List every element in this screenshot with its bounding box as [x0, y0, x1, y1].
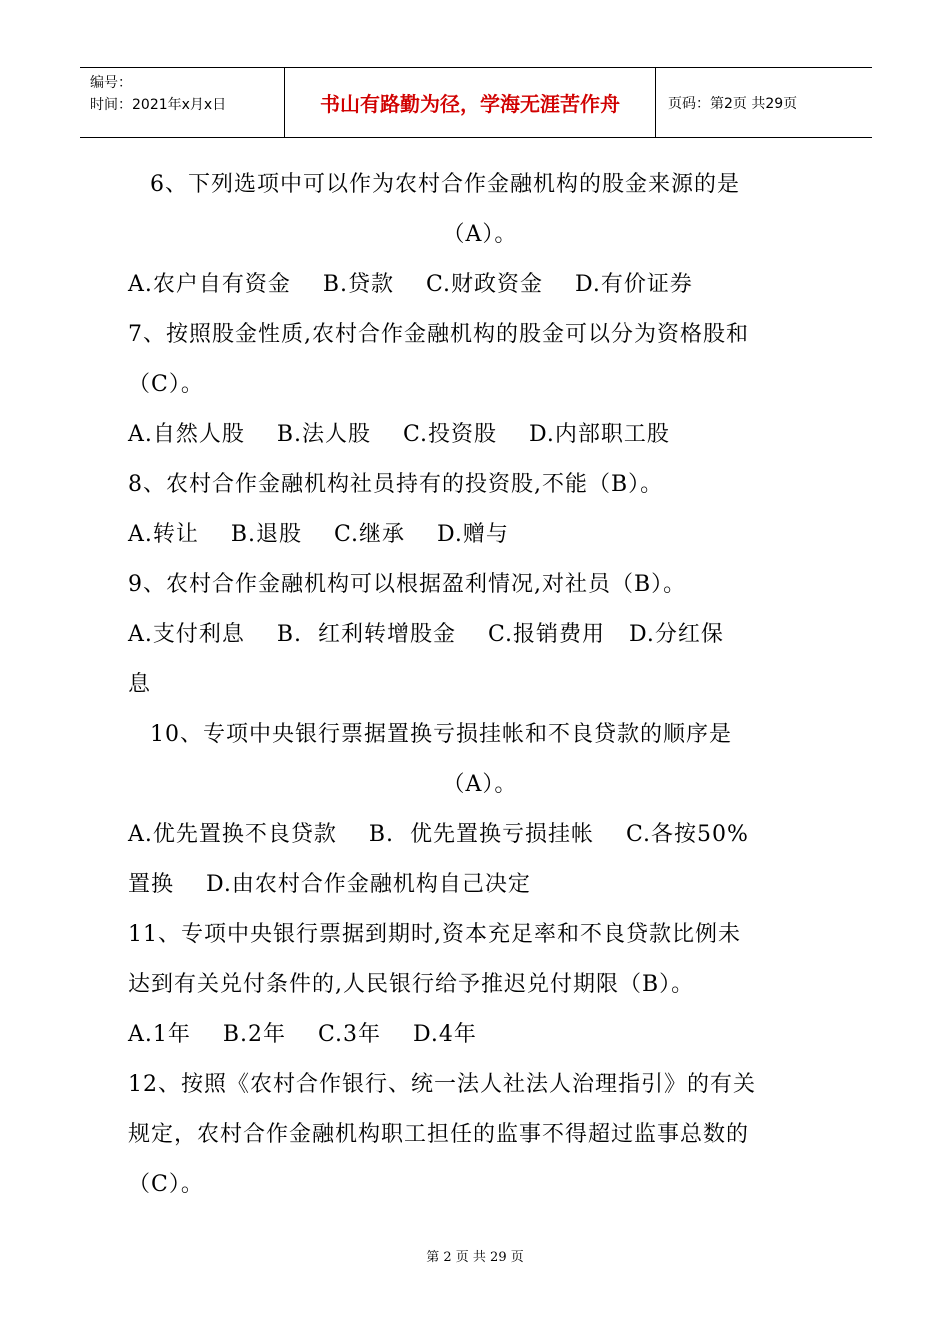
question-9: 9、农村合作金融机构可以根据盈利情况,对社员（B）。: [128, 572, 687, 597]
question-11-cont: 达到有关兑付条件的,人民银行给予推迟兑付期限（B）。: [128, 972, 695, 997]
options-10-cont: 置换 D.由农村合作金融机构自己决定: [128, 872, 531, 897]
options-9-cont: 息: [128, 672, 152, 697]
answer-6: （A）。: [442, 222, 518, 247]
question-12: 12、按照《农村合作银行、统一法人社法人治理指引》的有关: [128, 1072, 756, 1097]
options-9: A.支付利息 B. 红利转增股金 C.报销费用 D.分红保: [128, 622, 724, 647]
question-7: 7、按照股金性质,农村合作金融机构的股金可以分为资格股和: [128, 322, 749, 347]
question-body: [128, 160, 832, 1210]
time-label: 时间：2021年x月x日: [90, 97, 227, 113]
question-11: 11、专项中央银行票据到期时,资本充足率和不良贷款比例未: [128, 922, 741, 947]
answer-12: （C）。: [128, 1172, 204, 1197]
options-7: A.自然人股 B.法人股 C.投资股 D.内部职工股: [128, 422, 670, 447]
page-footer: 第 2 页 共 29 页: [426, 1250, 524, 1265]
question-12-cont: 规定，农村合作金融机构职工担任的监事不得超过监事总数的: [128, 1122, 750, 1147]
options-11: A.1年 B.2年 C.3年 D.4年: [128, 1022, 477, 1047]
question-6: 6、下列选项中可以作为农村合作金融机构的股金来源的是: [150, 172, 740, 197]
header-motto: 书山有路勤为径，学海无涯苦作舟: [284, 68, 656, 137]
options-6: A.农户自有资金 B.贷款 C.财政资金 D.有价证券: [128, 272, 693, 297]
header-page-label: 页码：第2页 共29页: [668, 95, 798, 112]
question-10: 10、专项中央银行票据置换亏损挂帐和不良贷款的顺序是: [150, 722, 732, 747]
answer-10: （A）。: [442, 772, 518, 797]
document-header: [80, 67, 872, 138]
answer-7: （C）。: [128, 372, 204, 397]
header-meta: [80, 68, 284, 137]
question-8: 8、农村合作金融机构社员持有的投资股,不能（B）。: [128, 472, 664, 497]
number-label: 编号：: [90, 75, 132, 91]
options-8: A.转让 B.退股 C.继承 D.赠与: [128, 522, 509, 547]
options-10: A.优先置换不良贷款 B. 优先置换亏损挂帐 C.各按50%: [128, 822, 749, 847]
